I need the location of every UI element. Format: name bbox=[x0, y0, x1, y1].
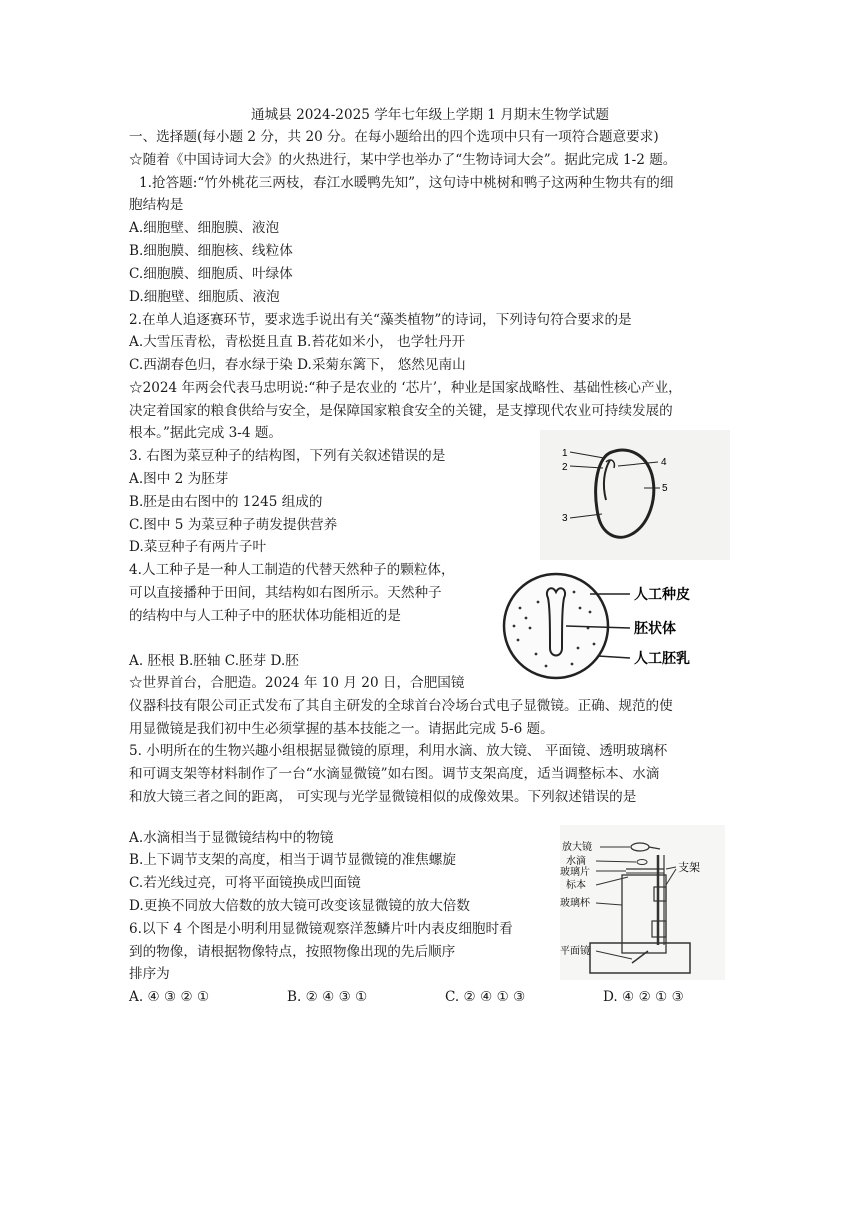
bean-label-1: 1 bbox=[562, 448, 568, 459]
intro-seed-line1: ☆2024 年两会代表马忠明说:“种子是农业的 ‘芯片’，种业是国家战略性、基础性核心产业， bbox=[129, 380, 682, 396]
label-stand: 支架 bbox=[678, 862, 700, 874]
intro-microscope-line2: 仪器科技有限公司正式发布了其自主研发的全球首台冷场台式电子显微镜。正确、规范的使 bbox=[129, 698, 673, 714]
q6-stem-line3: 排序为 bbox=[129, 966, 170, 982]
artificial-seed-coat-label: 人工种皮 bbox=[634, 587, 690, 603]
q5-stem-line1: 5. 小明所在的生物兴趣小组根据显微镜的原理，利用水滴、放大镜、 平面镜、透明玻璃杯 bbox=[129, 743, 668, 759]
q1-option-a: A.细胞壁、细胞膜、液泡 bbox=[129, 220, 280, 236]
q4-options: A. 胚根 B.胚轴 C.胚芽 D.胚 bbox=[129, 653, 299, 669]
q5-option-d: D.更换不同放大倍数的放大镜可改变该显微镜的放大倍数 bbox=[129, 898, 470, 914]
q1-stem-line1: 1.抢答题:“竹外桃花三两枝，春江水暖鸭先知”，这句诗中桃树和鸭子这两种生物共有的细 bbox=[139, 175, 674, 191]
label-glass-cup: 玻璃杯 bbox=[560, 898, 590, 909]
q6-stem-line1: 6.以下 4 个图是小明利用显微镜观察洋葱鳞片叶内表皮细胞时看 bbox=[129, 921, 513, 937]
artificial-seed-figure bbox=[490, 568, 730, 680]
q3-stem: 3. 右图为菜豆种子的结构图，下列有关叙述错误的是 bbox=[129, 448, 446, 464]
q5-option-c: C.若光线过亮，可将平面镜换成凹面镜 bbox=[129, 875, 361, 891]
embryoid-label: 胚状体 bbox=[634, 621, 676, 637]
q4-stem-line1: 4.人工种子是一种人工制造的代替天然种子的颗粒体， bbox=[129, 562, 455, 578]
q3-option-b: B.胚是由右图中的 1245 组成的 bbox=[129, 494, 323, 510]
intro-microscope-line3: 用显微镜是我们初中生必须掌握的基本技能之一。请据此完成 5-6 题。 bbox=[129, 721, 554, 737]
q5-stem-line2: 和可调支架等材料制作了一台“水滴显微镜”如右图。调节支架高度，适当调整标本、水滴 bbox=[129, 766, 660, 782]
label-magnifier: 放大镜 bbox=[562, 842, 592, 853]
artificial-endosperm-label: 人工胚乳 bbox=[634, 651, 690, 667]
q2-options-line1: A.大雪压青松，青松挺且直 B.苔花如米小， 也学牡丹开 bbox=[129, 334, 466, 350]
q5-option-a: A.水滴相当于显微镜结构中的物镜 bbox=[129, 830, 334, 846]
bean-label-5: 5 bbox=[662, 483, 668, 494]
intro-microscope-line1: ☆世界首台，合肥造。2024 年 10 月 20 日，合肥国镜 bbox=[129, 675, 465, 691]
q5-stem-line3: 和放大镜三者之间的距离， 可实现与光学显微镜相似的成像效果。下列叙述错误的是 bbox=[129, 789, 637, 805]
q1-option-b: B.细胞膜、细胞核、线粒体 bbox=[129, 243, 293, 259]
bean-label-3: 3 bbox=[562, 513, 568, 524]
q1-option-c: C.细胞膜、细胞质、叶绿体 bbox=[129, 266, 293, 282]
q5-option-b: B.上下调节支架的高度，相当于调节显微镜的准焦螺旋 bbox=[129, 852, 456, 868]
q6-stem-line2: 到的物像，请根据物像特点，按照物像出现的先后顺序 bbox=[129, 944, 456, 960]
intro-poetry: ☆随着《中国诗词大会》的火热进行，某中学也举办了“生物诗词大会”。据此完成 1-2 题。 bbox=[129, 152, 677, 168]
label-water-drop: 水滴 bbox=[566, 856, 586, 867]
q4-stem-line2: 可以直接播种于田间，其结构如右图所示。天然种子 bbox=[129, 585, 442, 601]
bean-label-4: 4 bbox=[661, 457, 667, 468]
q3-option-d: D.菜豆种子有两片子叶 bbox=[129, 539, 267, 555]
bean-seed-figure bbox=[540, 430, 730, 560]
q3-option-a: A.图中 2 为胚芽 bbox=[129, 471, 229, 487]
q2-options-line2: C.西湖春色归，春水绿于染 D.采菊东篱下， 悠然见南山 bbox=[129, 357, 466, 373]
intro-seed-line2: 决定着国家的粮食供给与安全，是保障国家粮食安全的关键，是支撑现代农业可持续发展的 bbox=[129, 403, 673, 419]
q6-option-c: C. ② ④ ① ③ bbox=[445, 989, 526, 1005]
q1-stem-line2: 胞结构是 bbox=[129, 197, 184, 213]
water-drop-microscope-figure bbox=[560, 825, 725, 980]
label-glass-slide: 玻璃片 bbox=[560, 867, 590, 878]
q4-stem-line3: 的结构中与人工种子中的胚状体功能相近的是 bbox=[129, 608, 401, 624]
intro-seed-line3: 根本。”据此完成 3-4 题。 bbox=[129, 425, 283, 441]
q6-option-d: D. ④ ② ① ③ bbox=[603, 989, 684, 1005]
q6-option-a: A. ④ ③ ② ① bbox=[129, 989, 210, 1005]
bean-label-2: 2 bbox=[562, 462, 568, 473]
section-heading: 一、选择题(每小题 2 分，共 20 分。在每小题给出的四个选项中只有一项符合题意要求) bbox=[129, 129, 659, 145]
q2-stem: 2.在单人追逐赛环节，要求选手说出有关“藻类植物”的诗词，下列诗句符合要求的是 bbox=[129, 312, 632, 328]
q1-option-d: D.细胞壁、细胞质、液泡 bbox=[129, 289, 280, 305]
label-specimen: 标本 bbox=[566, 880, 586, 891]
label-plane-mirror: 平面镜 bbox=[560, 946, 590, 957]
q3-option-c: C.图中 5 为菜豆种子萌发提供营养 bbox=[129, 517, 338, 533]
page-title: 通城县 2024-2025 学年七年级上学期 1 月期末生物学试题 bbox=[251, 107, 609, 123]
q6-options bbox=[129, 987, 684, 1007]
q6-option-b: B. ② ④ ③ ① bbox=[287, 989, 368, 1005]
